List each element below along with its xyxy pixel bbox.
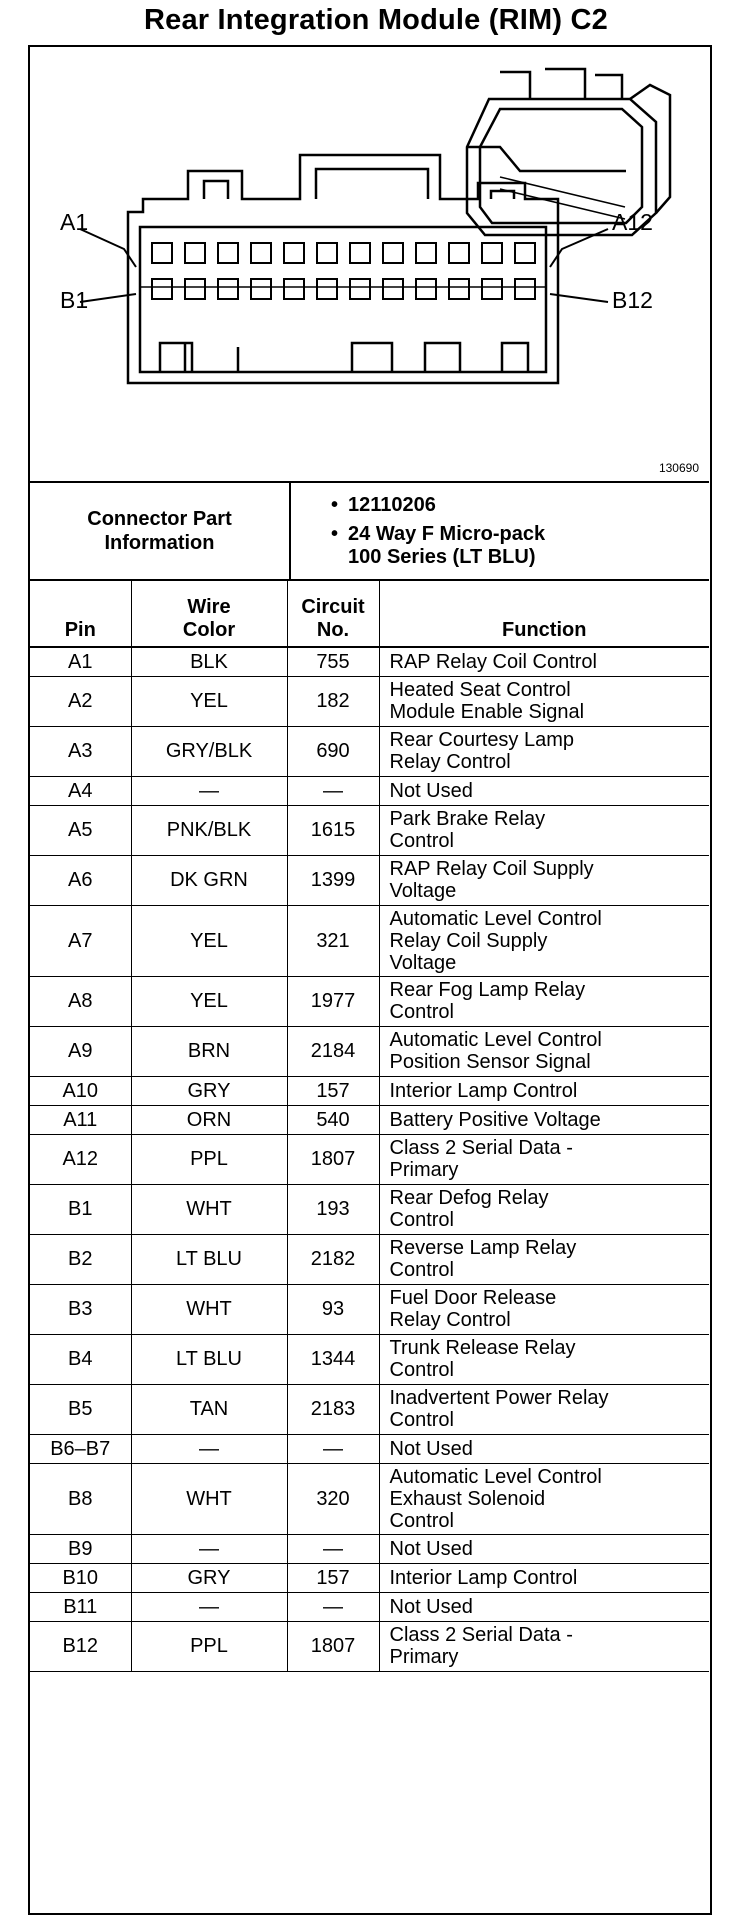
header-circuit-no: Circuit No.: [287, 581, 379, 647]
function-cell: Class 2 Serial Data - Primary: [379, 1134, 709, 1184]
pin-cavity-icon: [515, 243, 535, 263]
table-row: [30, 1184, 709, 1234]
table-row: [30, 1434, 709, 1463]
pin-cavity-icon: [185, 243, 205, 263]
pin-cavity-icon: [449, 279, 469, 299]
wire-color-cell: —: [131, 1434, 287, 1463]
pin-cavity-icon: [152, 279, 172, 299]
circuit-cell: 182: [287, 676, 379, 726]
table-row: [30, 1026, 709, 1076]
pin-cell: A10: [30, 1076, 131, 1105]
wire-color-cell: TAN: [131, 1384, 287, 1434]
wire-color-cell: —: [131, 776, 287, 805]
pin-cell: B3: [30, 1284, 131, 1334]
pin-cavity-icon: [251, 243, 271, 263]
connector-part-info: [30, 483, 709, 581]
wire-color-cell: YEL: [131, 676, 287, 726]
label-b12: B12: [612, 287, 653, 313]
circuit-cell: 1399: [287, 855, 379, 905]
circuit-cell: 2183: [287, 1384, 379, 1434]
pin-cavity-icon: [350, 243, 370, 263]
function-cell: RAP Relay Coil Supply Voltage: [379, 855, 709, 905]
header-wire-color: Wire Color: [131, 581, 287, 647]
connector-description: 24 Way F Micro-pack 100 Series (LT BLU): [348, 522, 546, 568]
table-row: [30, 647, 709, 676]
pin-cell: A11: [30, 1105, 131, 1134]
pin-cell: A8: [30, 976, 131, 1026]
circuit-cell: 321: [287, 905, 379, 976]
function-cell: Rear Fog Lamp Relay Control: [379, 976, 709, 1026]
label-b1: B1: [60, 287, 89, 313]
circuit-cell: 2184: [287, 1026, 379, 1076]
pin-cavity-icon: [152, 243, 172, 263]
pin-cavity-icon: [449, 243, 469, 263]
connector-info-values: • 12110206 • 24 Way F Micro-pack 100 Series (LT BLU): [290, 483, 709, 580]
function-cell: Heated Seat Control Module Enable Signal: [379, 676, 709, 726]
circuit-cell: 157: [287, 1563, 379, 1592]
pin-cavity-icon: [383, 279, 403, 299]
circuit-cell: —: [287, 1592, 379, 1621]
pinout-table: [30, 581, 709, 1672]
pin-cavity-icon: [317, 279, 337, 299]
function-cell: Rear Courtesy Lamp Relay Control: [379, 726, 709, 776]
function-cell: RAP Relay Coil Control: [379, 647, 709, 676]
pin-cell: B4: [30, 1334, 131, 1384]
pin-cell: A2: [30, 676, 131, 726]
function-cell: Inadvertent Power Relay Control: [379, 1384, 709, 1434]
circuit-cell: —: [287, 776, 379, 805]
pin-cavity-icon: [185, 279, 205, 299]
table-row: [30, 1284, 709, 1334]
circuit-cell: 1807: [287, 1134, 379, 1184]
connector-info-label: Connector Part Information: [30, 483, 290, 580]
pin-cell: A4: [30, 776, 131, 805]
circuit-cell: 1807: [287, 1621, 379, 1671]
table-row: [30, 976, 709, 1026]
pin-cell: A3: [30, 726, 131, 776]
circuit-cell: 157: [287, 1076, 379, 1105]
pin-cavity-icon: [416, 243, 436, 263]
pin-cell: A12: [30, 1134, 131, 1184]
pin-cell: A9: [30, 1026, 131, 1076]
table-row: [30, 1384, 709, 1434]
header-pin: Pin: [30, 581, 131, 647]
pin-cell: B6–B7: [30, 1434, 131, 1463]
pin-cavity-icon: [251, 279, 271, 299]
connector-part-number: 12110206: [348, 493, 436, 516]
table-row: [30, 1234, 709, 1284]
table-header-row: [30, 581, 709, 647]
wire-color-cell: WHT: [131, 1463, 287, 1534]
pin-cell: B1: [30, 1184, 131, 1234]
function-cell: Automatic Level Control Relay Coil Supply Voltage: [379, 905, 709, 976]
pin-cell: A1: [30, 647, 131, 676]
table-row: [30, 855, 709, 905]
function-cell: Battery Positive Voltage: [379, 1105, 709, 1134]
pin-cavity-icon: [383, 243, 403, 263]
circuit-cell: —: [287, 1434, 379, 1463]
circuit-cell: —: [287, 1534, 379, 1563]
wire-color-cell: YEL: [131, 976, 287, 1026]
pin-cavity-icon: [515, 279, 535, 299]
function-cell: Interior Lamp Control: [379, 1076, 709, 1105]
table-row: [30, 776, 709, 805]
pin-cavity-icon: [416, 279, 436, 299]
pinout-rows: [30, 647, 709, 1671]
table-row: [30, 1563, 709, 1592]
table-row: [30, 726, 709, 776]
connector-drawing: [30, 47, 709, 483]
pin-cavity-icon: [317, 243, 337, 263]
pin-cell: B5: [30, 1384, 131, 1434]
wire-color-cell: PPL: [131, 1621, 287, 1671]
function-cell: Class 2 Serial Data - Primary: [379, 1621, 709, 1671]
table-row: [30, 805, 709, 855]
table-row: [30, 905, 709, 976]
function-cell: Not Used: [379, 776, 709, 805]
circuit-cell: 690: [287, 726, 379, 776]
function-cell: Park Brake Relay Control: [379, 805, 709, 855]
circuit-cell: 193: [287, 1184, 379, 1234]
pin-cavity-icon: [482, 279, 502, 299]
function-cell: Not Used: [379, 1534, 709, 1563]
wire-color-cell: WHT: [131, 1284, 287, 1334]
wire-color-cell: GRY: [131, 1563, 287, 1592]
function-cell: Not Used: [379, 1434, 709, 1463]
pin-cell: B2: [30, 1234, 131, 1284]
circuit-cell: 2182: [287, 1234, 379, 1284]
wire-color-cell: WHT: [131, 1184, 287, 1234]
circuit-cell: 1615: [287, 805, 379, 855]
pin-cell: A6: [30, 855, 131, 905]
wire-color-cell: DK GRN: [131, 855, 287, 905]
wire-color-cell: ORN: [131, 1105, 287, 1134]
wire-color-cell: BRN: [131, 1026, 287, 1076]
wire-color-cell: PNK/BLK: [131, 805, 287, 855]
table-row: [30, 1076, 709, 1105]
circuit-cell: 320: [287, 1463, 379, 1534]
page-title: Rear Integration Module (RIM) C2: [144, 4, 608, 36]
circuit-cell: 1344: [287, 1334, 379, 1384]
pin-cell: B12: [30, 1621, 131, 1671]
wire-color-cell: BLK: [131, 647, 287, 676]
pin-cavity-icon: [218, 243, 238, 263]
wire-color-cell: PPL: [131, 1134, 287, 1184]
label-a1: A1: [60, 209, 89, 235]
pin-cavity-icon: [284, 279, 304, 299]
circuit-cell: 1977: [287, 976, 379, 1026]
pin-cavity-icon: [218, 279, 238, 299]
wire-color-cell: GRY/BLK: [131, 726, 287, 776]
connector-sheet: [28, 45, 712, 1915]
wire-color-cell: —: [131, 1592, 287, 1621]
header-function: Function: [379, 581, 709, 647]
table-row: [30, 1621, 709, 1671]
table-row: [30, 1592, 709, 1621]
function-cell: Not Used: [379, 1592, 709, 1621]
pin-row-b: [152, 279, 535, 299]
function-cell: Fuel Door Release Relay Control: [379, 1284, 709, 1334]
pin-row-a: [152, 243, 535, 263]
pin-cell: B10: [30, 1563, 131, 1592]
function-cell: Automatic Level Control Position Sensor Signal: [379, 1026, 709, 1076]
wire-color-cell: —: [131, 1534, 287, 1563]
part-number: 130690: [658, 461, 699, 475]
table-row: [30, 1534, 709, 1563]
circuit-cell: 93: [287, 1284, 379, 1334]
pin-cell: B8: [30, 1463, 131, 1534]
connector-face-icon: [128, 155, 558, 383]
wire-color-cell: YEL: [131, 905, 287, 976]
pin-cell: A5: [30, 805, 131, 855]
function-cell: Reverse Lamp Relay Control: [379, 1234, 709, 1284]
circuit-cell: 540: [287, 1105, 379, 1134]
table-row: [30, 1105, 709, 1134]
wire-color-cell: LT BLU: [131, 1334, 287, 1384]
circuit-cell: 755: [287, 647, 379, 676]
pin-cavity-icon: [482, 243, 502, 263]
pin-cell: B11: [30, 1592, 131, 1621]
table-row: [30, 1134, 709, 1184]
pin-cell: B9: [30, 1534, 131, 1563]
pin-cell: A7: [30, 905, 131, 976]
function-cell: Rear Defog Relay Control: [379, 1184, 709, 1234]
pin-cavity-icon: [284, 243, 304, 263]
function-cell: Interior Lamp Control: [379, 1563, 709, 1592]
label-a12: A12: [612, 209, 653, 235]
table-row: [30, 1463, 709, 1534]
connector-diagram: [30, 47, 709, 483]
function-cell: Trunk Release Relay Control: [379, 1334, 709, 1384]
function-cell: Automatic Level Control Exhaust Solenoid Control: [379, 1463, 709, 1534]
table-row: [30, 676, 709, 726]
wire-color-cell: GRY: [131, 1076, 287, 1105]
pin-cavity-icon: [350, 279, 370, 299]
table-row: [30, 1334, 709, 1384]
wire-color-cell: LT BLU: [131, 1234, 287, 1284]
